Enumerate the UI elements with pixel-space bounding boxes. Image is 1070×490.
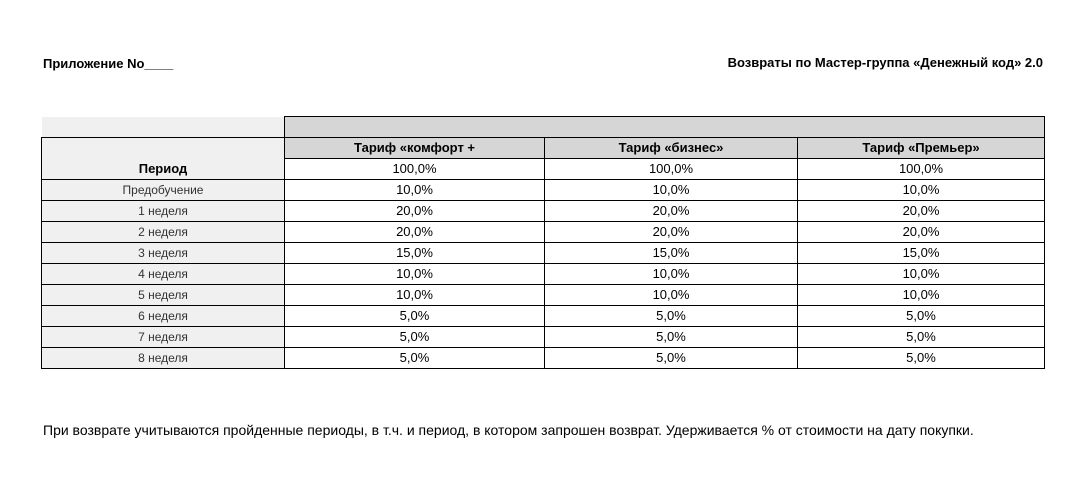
period-header — [42, 138, 285, 159]
period-cell: 8 неделя — [42, 348, 285, 369]
value-cell: 20,0% — [545, 222, 798, 243]
table-row — [42, 264, 1045, 285]
period-cell: 1 неделя — [42, 201, 285, 222]
value-cell: 5,0% — [798, 327, 1045, 348]
value-cell: 100,0% — [545, 159, 798, 180]
value-cell: 15,0% — [285, 243, 545, 264]
table-row — [42, 327, 1045, 348]
table-row — [42, 306, 1045, 327]
value-cell: 10,0% — [285, 264, 545, 285]
value-cell: 5,0% — [798, 348, 1045, 369]
value-cell: 10,0% — [798, 180, 1045, 201]
value-cell: 10,0% — [798, 285, 1045, 306]
tariff-premier-header: Тариф «Премьер» — [798, 138, 1045, 159]
value-cell: 20,0% — [545, 201, 798, 222]
table-row — [42, 222, 1045, 243]
value-cell: 10,0% — [798, 264, 1045, 285]
value-cell: 5,0% — [285, 327, 545, 348]
value-cell: 20,0% — [798, 201, 1045, 222]
value-cell: 20,0% — [285, 222, 545, 243]
tariff-group-header — [285, 117, 1045, 138]
period-cell: 4 неделя — [42, 264, 285, 285]
refund-table — [41, 116, 1045, 369]
period-label: Период — [42, 159, 285, 180]
table-row — [42, 180, 1045, 201]
table-row — [42, 201, 1045, 222]
table-row — [42, 285, 1045, 306]
value-cell: 5,0% — [545, 327, 798, 348]
value-cell: 10,0% — [285, 285, 545, 306]
tariff-comfort-header: Тариф «комфорт + — [285, 138, 545, 159]
tariff-header-row — [42, 138, 1045, 159]
value-cell: 10,0% — [545, 264, 798, 285]
value-cell: 5,0% — [545, 306, 798, 327]
value-cell: 5,0% — [285, 306, 545, 327]
table-row — [42, 243, 1045, 264]
period-cell: 5 неделя — [42, 285, 285, 306]
period-cell: 6 неделя — [42, 306, 285, 327]
value-cell: 15,0% — [545, 243, 798, 264]
value-cell: 10,0% — [545, 180, 798, 201]
value-cell: 100,0% — [798, 159, 1045, 180]
document-title: Возвраты по Мастер-группа «Денежный код» 2.0 — [727, 55, 1043, 70]
value-cell: 20,0% — [798, 222, 1045, 243]
table-row — [42, 348, 1045, 369]
value-cell: 5,0% — [545, 348, 798, 369]
period-cell: Предобучение — [42, 180, 285, 201]
table-row — [42, 159, 1045, 180]
period-cell: 2 неделя — [42, 222, 285, 243]
refund-note: При возврате учитываются пройденные периоды, в т.ч. и период, в котором запрошен возврат. Удерживается % от стоимости на дату покупки. — [43, 422, 974, 438]
tariff-business-header: Тариф «бизнес» — [545, 138, 798, 159]
value-cell: 10,0% — [545, 285, 798, 306]
blank-cell — [42, 117, 285, 138]
period-cell: 7 неделя — [42, 327, 285, 348]
value-cell: 100,0% — [285, 159, 545, 180]
period-cell: 3 неделя — [42, 243, 285, 264]
appendix-title: Приложение No____ — [43, 56, 174, 71]
value-cell: 5,0% — [798, 306, 1045, 327]
value-cell: 5,0% — [285, 348, 545, 369]
value-cell: 10,0% — [285, 180, 545, 201]
table-top-row — [42, 117, 1045, 138]
value-cell: 20,0% — [285, 201, 545, 222]
value-cell: 15,0% — [798, 243, 1045, 264]
